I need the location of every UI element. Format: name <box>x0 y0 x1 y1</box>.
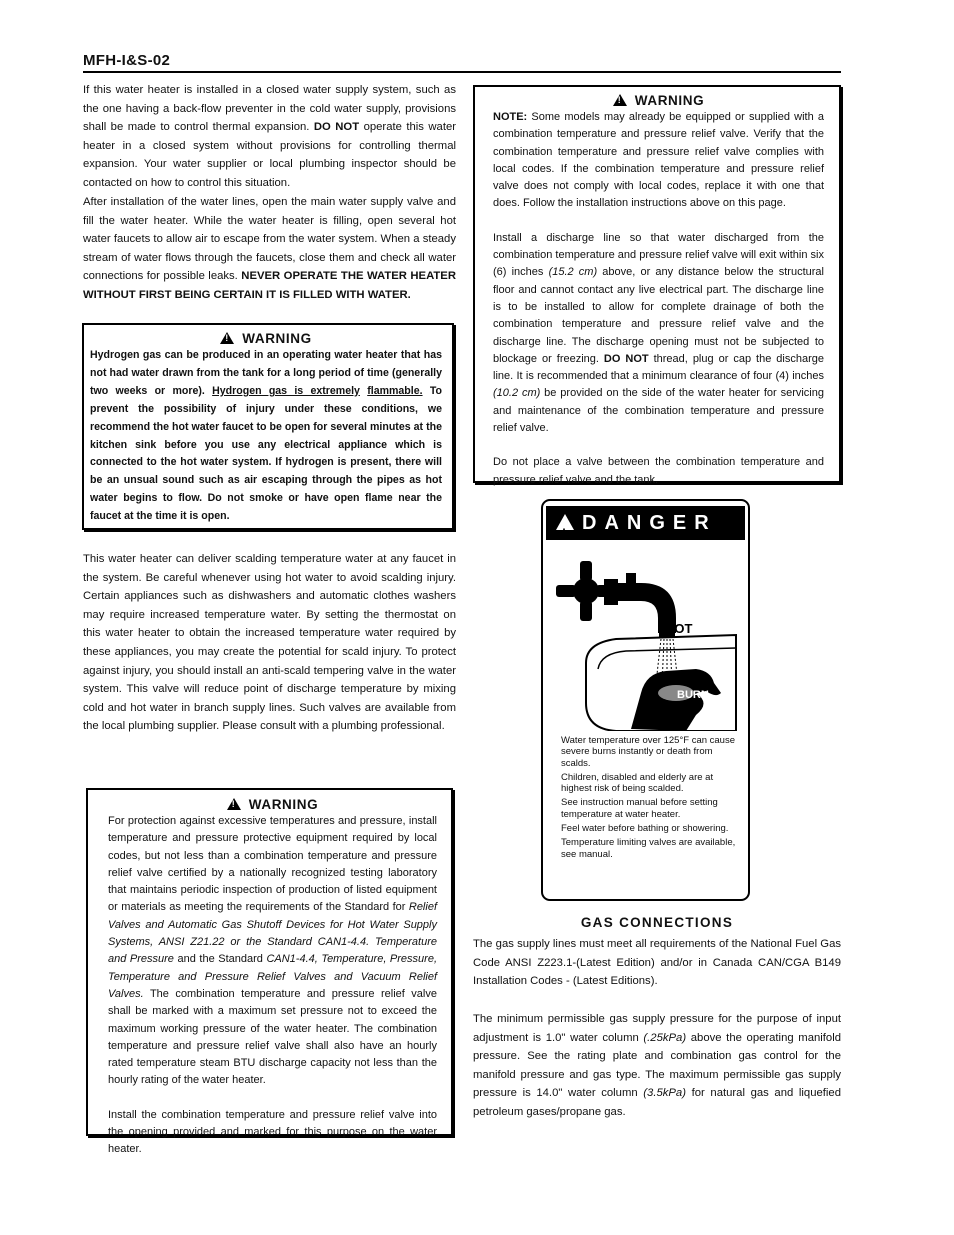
warning-triangle-icon <box>227 798 241 810</box>
gas-code-paragraph: The gas supply lines must meet all requirements of the National Fuel Gas Code ANSI Z223.1-(Latest Edition) and/or in Canada CAN/CGA B149 Installation Codes - (Latest Editions). <box>473 938 841 988</box>
danger-line: Children, disabled and elderly are at highest risk of being scalded. <box>561 771 714 795</box>
burn-label: BURN <box>677 689 709 701</box>
danger-line: Feel water before bathing or showering. <box>561 823 729 835</box>
danger-label <box>541 499 750 901</box>
danger-line: Temperature limiting valves are available, see manual. <box>561 837 736 860</box>
danger-label-text <box>561 735 736 863</box>
warning-triangle-icon <box>220 332 234 344</box>
thermal-expansion-paragraph: If this water heater is installed in a closed water supply system, such as the one having a back-flow preventer in the cold water supply, provisions shall be made to control thermal expansion. DO NOT operate this water heater in a closed system without provisions for controlling thermal expansion. Your water supplier or local plumbing inspector should be contacted on how to control this situation. <box>83 84 457 189</box>
hot-water-faucet-hand-icon <box>546 543 742 731</box>
danger-line: Water temperature over 125°F can cause severe burns instantly or death from scalds. <box>561 735 736 769</box>
danger-banner: !DANGER <box>546 506 745 540</box>
no-valve-text: Do not place a valve between the combination temperature and pressure relief valve and the tank. <box>493 456 824 486</box>
hydrogen-warning-box <box>82 323 454 530</box>
hydrogen-warning-text: Hydrogen gas can be produced in an operating water heater that has not had water drawn from the tank for a long period of time (generally two weeks or more). Hydrogen gas is extremely flammable. To prevent the possibility of injury under these conditions, we recommend the hot water faucet to be open for several minutes at the kitchen sink before you use any electrical appliance which is connected to the hot water system. If hydrogen is present, there will be an unsual sound such as air escaping through the pipes as hot water begins to flow. Do not smoke or have open flame near the faucet at the time it is open. <box>90 349 442 523</box>
scald-paragraph: This water heater can deliver scalding temperature water at any faucet in the system. Be careful whenever using hot water to avoid scalding injury. Certain appliances such as dishwashers and automatic clothes washers may require increased temperature water. By setting the thermostat on this water heater to obtain the increased temperature water required by these appliances, you may create the potential for scald injury. To protect against injury, you should install an anti-scald tempering valve in the water system. This valve will reduce point of discharge temperature by mixing cold and hot water in branch supply lines. Such valves are available from the local plumbing supplier. Please consult with a plumbing professional. <box>83 553 456 733</box>
tp-valve-note: NOTE: Some models may already be equipped or supplied with a combination temperature and pressure relief valve. Verify that the combination temperature and pressure relief valve complies with local codes. If the combination temperature and pressure relief valve does not comply with local codes, replace it with one that does. Follow the installation instructions above on this page. <box>493 111 824 210</box>
gas-connections-heading: GAS CONNECTIONS <box>580 915 734 930</box>
warning-triangle-icon <box>613 94 627 106</box>
warning-title: !WARNING <box>493 93 824 108</box>
danger-line: See instruction manual before setting temperature at water heater. <box>561 797 718 820</box>
fill-water-paragraph: After installation of the water lines, open the main water supply valve and fill the water heater. While the water heater is filling, open several hot water faucets to allow air to escape from the water system. When a steady stream of water flows through the faucets, close them and check all water connections for possible leaks. NEVER OPERATE THE WATER HEATER WITHOUT FIRST BEING CERTAIN IT IS FILLED WITH WATER. <box>83 196 456 301</box>
header-rule <box>83 71 841 73</box>
document-code: MFH-I&S-02 <box>83 52 171 69</box>
relief-valve-warning-box <box>86 788 453 1156</box>
gas-pressure-paragraph: The minimum permissible gas supply pressure for the purpose of input adjustment is 1.0" water column (.25kPa) above the operating manifold pressure. See the rating plate and combination gas control for the manifold pressure and gas type. The maximum permissible gas supply pressure is 14.0" water column (3.5kPa) for natural gas and liquefied petroleum gases/propane gas. <box>473 1013 841 1118</box>
tp-valve-warning-box <box>473 85 841 486</box>
warning-title: !WARNING <box>90 331 442 346</box>
relief-valve-install-text: Install the combination temperature and pressure relief valve into the opening provided and marked for this purpose on the water heater. <box>108 1108 437 1156</box>
discharge-line-text: Install a discharge line so that water discharged from the combination temperature and pressure relief valve will exit within six (6) inches (15.2 cm) above, or any distance below the structural floor and cannot contact any live electrical part. The discharge line is to be installed to allow for complete drainage of both the combination temperature and pressure relief valve and the discharge line. The discharge opening must not be subjected to blockage or freezing. DO NOT thread, plug or cap the discharge line. It is recommended that a minimum clearance of four (4) inches (10.2 cm) be provided on the side of the water heater for servicing and maintenance of the combination temperature and pressure relief valve. <box>493 231 825 435</box>
hot-label: HOT <box>665 621 693 636</box>
warning-title: !WARNING <box>108 797 437 812</box>
relief-valve-warning-text: For protection against excessive temperatures and pressure, install temperature and pressure protective equipment required by local codes, but not less than a combination temperature and pressure relief valve certified by a nationally recognized testing laboratory that maintains periodic inspection of production of listed equipment or materials as meeting the requirements of the Standard for Relief Valves and Automatic Gas Shutoff Devices for Hot Water Supply Systems, ANSI Z21.22 or the Standard CAN1-4.4. Temperature and Pressure and the Standard CAN1-4.4, Temperature, Pressure, Temperature and Pressure Relief Valves and Vacuum Relief Valves. The combination temperature and pressure relief valve shall be marked with a maximum set pressure not to exceed the maximum working pressure of the water heater. The combination temperature and pressure relief valve shall also have an hourly rated temperature steam BTU discharge capacity not less than the hourly rating of the water heater. <box>108 815 438 1087</box>
danger-triangle-icon <box>556 514 574 530</box>
